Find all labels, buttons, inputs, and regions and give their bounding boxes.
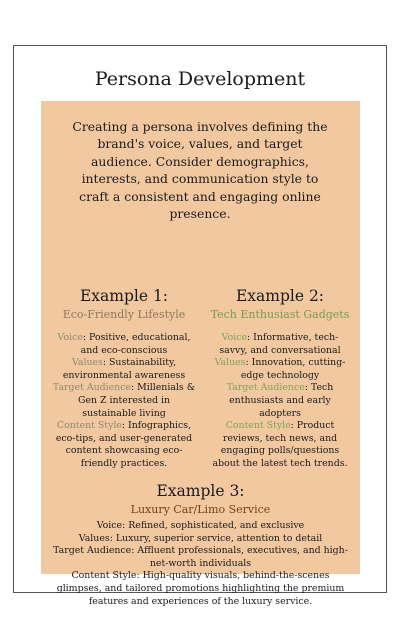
voice-label: Voice xyxy=(221,332,248,343)
voice-label: Voice xyxy=(57,332,83,343)
values-text: : Luxury, superior service, attention to detail xyxy=(109,532,323,544)
voice-text: : Informative, tech-savvy, and conversational xyxy=(219,332,341,356)
example-2-values xyxy=(208,357,352,382)
audience-text: : Affluent professionals, executives, and high-net-worth individuals xyxy=(131,545,348,569)
example-3 xyxy=(51,482,350,608)
example-3-subtitle: Luxury Car/Limo Service xyxy=(130,503,271,516)
voice-text: : Positive, educational, and eco-conscious xyxy=(80,332,191,356)
document-frame xyxy=(13,45,387,607)
content-label: Content Style xyxy=(71,570,137,582)
content-text: : Product reviews, tech news, and engaging polls/questions about the latest tech trends. xyxy=(212,420,348,469)
example-2 xyxy=(208,287,352,471)
audience-text: : Tech enthusiasts and early adopters xyxy=(229,382,334,419)
audience-text: : Millenials & Gen Z interested in sustainable living xyxy=(77,382,196,419)
example-2-heading: Example 2: xyxy=(235,287,325,305)
example-1-values xyxy=(52,357,196,382)
voice-label: Voice xyxy=(96,520,123,531)
audience-label: Target Audience xyxy=(226,382,305,394)
audience-label: Target Audience xyxy=(52,382,132,394)
content-text: : High-quality visuals, behind-the-scenes glimpses, and tailored promotions highlighting the premium features and experiences of the luxury service. xyxy=(56,570,345,607)
content-text: : Infographics, eco-tips, and user-generated content showcasing eco-friendly practices. xyxy=(55,420,193,469)
example-3-values xyxy=(51,533,350,546)
example-3-content xyxy=(51,570,350,608)
example-1-content xyxy=(52,420,196,470)
example-2-subtitle: Tech Enthusiast Gadgets xyxy=(210,308,350,321)
voice-text: : Refined, sophisticated, and exclusive xyxy=(122,520,305,531)
example-1 xyxy=(52,287,196,471)
example-2-voice xyxy=(208,332,352,357)
example-3-voice xyxy=(51,520,350,533)
example-2-content xyxy=(208,420,352,470)
values-text: : Innovation, cutting-edge technology xyxy=(240,357,346,381)
example-1-heading: Example 1: xyxy=(79,287,169,305)
audience-label: Target Audience xyxy=(53,545,132,557)
example-1-audience xyxy=(52,382,196,420)
example-3-heading: Example 3: xyxy=(156,482,245,500)
content-panel xyxy=(41,101,360,607)
example-3-audience xyxy=(51,545,350,570)
content-label: Content Style xyxy=(56,420,122,432)
page-title: Persona Development xyxy=(94,68,306,90)
content-label: Content Style xyxy=(225,420,291,432)
values-label: Values xyxy=(214,357,246,369)
values-text: : Sustainability, environmental awareness xyxy=(62,357,186,381)
example-1-voice xyxy=(52,332,196,357)
values-label: Values xyxy=(71,357,103,369)
values-label: Values xyxy=(78,532,110,544)
example-1-subtitle: Eco-Friendly Lifestyle xyxy=(62,308,186,321)
intro-paragraph: Creating a persona involves defining the brand's voice, values, and target audience. Consider demographics, interests, and communication style to craft a consistent and engaging online presence. xyxy=(72,119,328,222)
example-2-audience xyxy=(208,382,352,420)
